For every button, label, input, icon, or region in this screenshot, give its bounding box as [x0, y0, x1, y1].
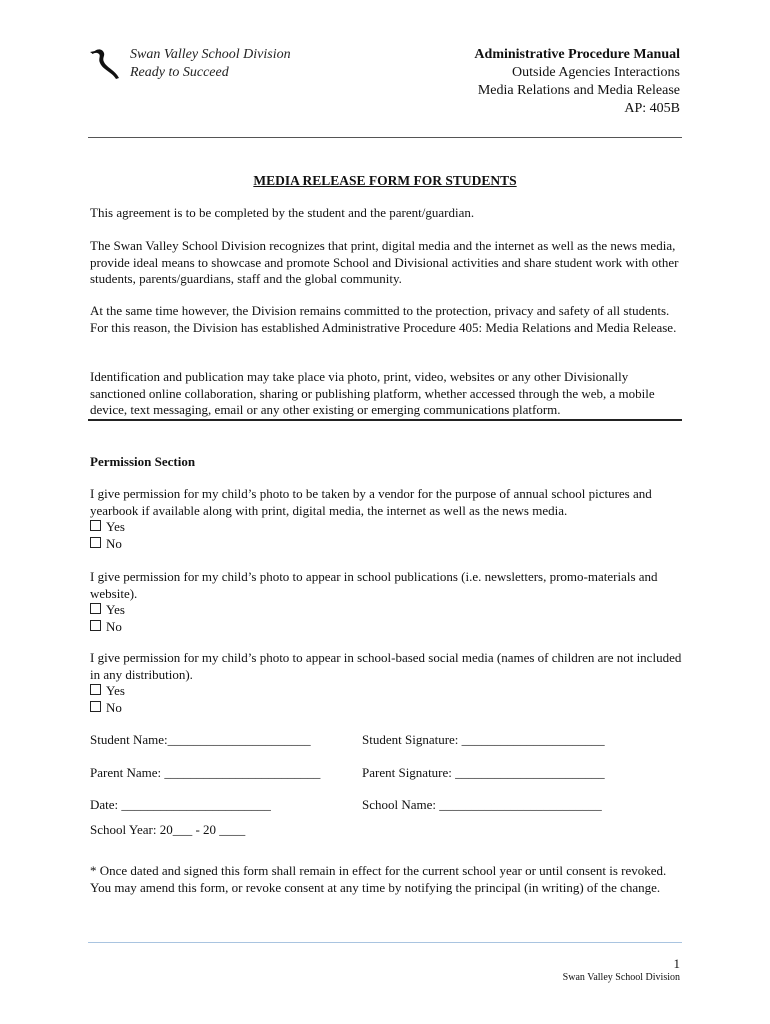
option-yes[interactable]: [90, 602, 682, 619]
footer-divider: [88, 942, 682, 943]
header-divider: [88, 137, 682, 138]
header-manual-info: [474, 46, 680, 118]
permission-question-2: [90, 569, 682, 635]
form-title: MEDIA RELEASE FORM FOR STUDENTS: [253, 173, 517, 188]
checkbox-icon[interactable]: [90, 520, 101, 531]
option-label: No: [106, 535, 122, 551]
header-org: [130, 46, 291, 82]
page-number: 1: [673, 956, 680, 971]
manual-section: Outside Agencies Interactions: [512, 65, 680, 80]
checkbox-icon[interactable]: [90, 684, 101, 695]
swan-logo-icon: [88, 44, 122, 80]
intro-paragraph-1: This agreement is to be completed by the student and the parent/guardian.: [90, 205, 475, 220]
option-label: Yes: [106, 602, 125, 617]
intro-paragraph-3: At the same time however, the Division remains committed to the protection, privacy and safety of all students. For this reason, the Division has established Administrative Procedure 405: Media Relations and Media Release.: [90, 303, 677, 335]
option-label: No: [106, 699, 122, 715]
option-yes[interactable]: [90, 683, 682, 700]
option-yes[interactable]: [90, 519, 682, 536]
org-name: Swan Valley School Division: [130, 47, 291, 62]
procedure-code: AP: 405B: [624, 101, 680, 116]
question-text: I give permission for my child’s photo to be taken by a vendor for the purpose of annual school pictures and yearbook if available along with print, digital media, the internet as well as the news media.: [90, 486, 652, 518]
option-label: No: [106, 618, 122, 634]
permission-question-1: [90, 486, 682, 552]
option-label: Yes: [106, 519, 125, 534]
intro-paragraph-2: The Swan Valley School Division recognizes that print, digital media and the internet as well as the news media, provide ideal means to showcase and promote School and Divisional activities and share student work with other students, parents/guardians, staff and the global community.: [90, 238, 679, 286]
checkbox-icon[interactable]: [90, 603, 101, 614]
student-name-field[interactable]: Student Name:______________________: [90, 732, 311, 747]
option-no[interactable]: [90, 700, 682, 717]
intro-paragraph-4: Identification and publication may take place via photo, print, video, websites or any other Divisionally sanctioned online collaboration, sharing or publishing platform, whether accessed through the web, a mobile device, text messaging, email or any other existing or emerging communications platform.: [90, 369, 655, 417]
school-year-field[interactable]: School Year: 20___ - 20 ____: [90, 822, 246, 837]
parent-name-field[interactable]: Parent Name: ________________________: [90, 765, 321, 780]
date-field[interactable]: Date: _______________________: [90, 797, 271, 812]
permission-heading: Permission Section: [90, 454, 196, 469]
option-label: Yes: [106, 683, 125, 698]
checkbox-icon[interactable]: [90, 701, 101, 712]
permission-question-3: [90, 650, 682, 716]
student-signature-field[interactable]: Student Signature: ______________________: [362, 732, 605, 747]
consent-note: * Once dated and signed this form shall remain in effect for the current school year or until consent is revoked. You may amend this form, or revoke consent at any time by notifying the principal (in writing) of the change.: [90, 863, 667, 895]
manual-title: Administrative Procedure Manual: [474, 47, 680, 62]
org-motto: Ready to Succeed: [130, 65, 229, 80]
option-no[interactable]: [90, 619, 682, 636]
checkbox-icon[interactable]: [90, 537, 101, 548]
question-text: I give permission for my child’s photo to appear in school publications (i.e. newsletters, promo-materials and website).: [90, 569, 658, 601]
checkbox-icon[interactable]: [90, 620, 101, 631]
parent-signature-field[interactable]: Parent Signature: _______________________: [362, 765, 605, 780]
option-no[interactable]: [90, 536, 682, 553]
footer-org-name: Swan Valley School Division: [562, 972, 680, 983]
manual-subsection: Media Relations and Media Release: [477, 83, 680, 98]
question-text: I give permission for my child’s photo to appear in school-based social media (names of children are not included in any distribution).: [90, 650, 682, 682]
section-divider: [88, 419, 682, 421]
school-name-field[interactable]: School Name: _________________________: [362, 797, 602, 812]
